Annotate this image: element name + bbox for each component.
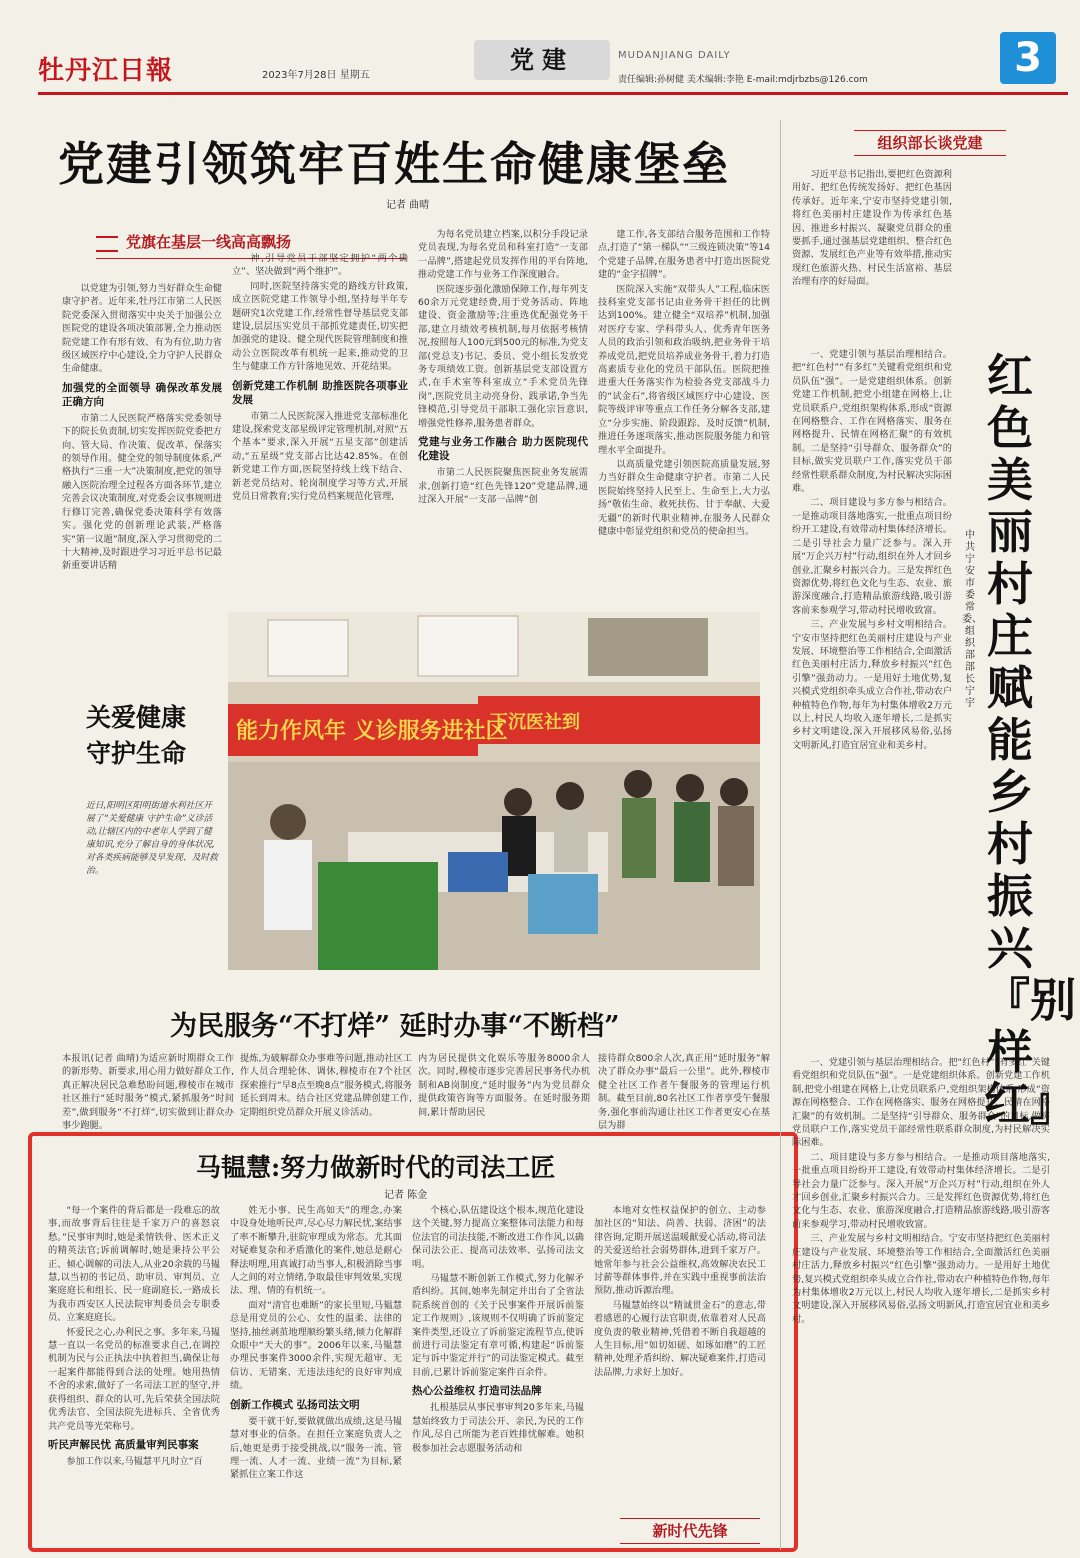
masthead-divider	[38, 92, 1068, 95]
section-tab-party-building[interactable]: 党建	[474, 40, 610, 80]
article-paragraph: “每一个案件的背后都是一段难忘的故事,而故事背后往往是千家万户的喜怒哀愁。”民事审判时,她是柔情铁骨、医术正义的精英法官;诉前调解时,她是秉持公平公正、倾心调解的司法人,从业20余载的马韫慧,以当初的书记员、助审员、审判员、立案庭庭长和组长、民一庭副庭长,一路成长为我市西安区人民法院审判委员会专职委员、立案庭庭长。	[48, 1205, 220, 1324]
article-subheading: 热心公益维权 打造司法品牌	[412, 1385, 542, 1398]
paper-english-name: MUDANJIANG DAILY	[618, 50, 731, 61]
profile-col-4	[594, 1204, 766, 1504]
new-era-vanguard-tag: 新时代先锋	[620, 1518, 760, 1544]
profile-col-1	[48, 1204, 220, 1538]
article-subheading: 听民声解民忧 高质量审判民事案	[48, 1438, 199, 1451]
article-paragraph: 姓无小事、民生高如天”的理念,办案中设身处地听民声,尽心尽力解民忧,案结事了率不断攀升,驻院审理成为常态。尤其面对疑难复杂和矛盾激化的案件,她总是耐心释法明理,用真诚打动当事人,积极消除当事人之间的对立情绪,争取最佳审判效果,实现法、理、情的有机统一。	[230, 1205, 402, 1297]
article-subheading: 加强党的全面领导 确保改革发展正确方向	[62, 381, 222, 408]
lead-col-2	[232, 252, 408, 582]
lead-section-head	[96, 230, 406, 254]
sidebar-banner: 组织部长谈党建	[854, 130, 1006, 156]
service-col-4: 接待群众800余人次,真正用“延时服务”解决了群众办事“最后一公里”。此外,穆棱市健全社区工作者午餐服务的管理运行机制。截至目前,80名社区工作者享受午餐服务,强化事前沟通让社区工作者更安心在基层为群	[598, 1053, 770, 1132]
photo-caption: 近日,阳明区阳明街道水利社区开展了“关爱健康 守护生命”义诊活动,让辖区内的中老年人学到了健康知识,充分了解自身的身体状况,对各类疾病能够及早发现、及时救治。	[86, 801, 218, 876]
lead-col-3	[418, 228, 588, 588]
banner-text-right: 下沉医社到	[490, 712, 580, 733]
profile-col-3	[412, 1204, 584, 1538]
article-paragraph: 个核心,队伍建设这个根本,规范化建设这个关键,努力提高立案整体司法能力和每位法官的司法技能,不断改进工作作风,以确保司法公正、提高司法效率、弘扬司法文明。	[412, 1205, 584, 1270]
photo-feature-title	[86, 700, 186, 772]
banner-text-left: 能力作风年 义诊服务进社区	[236, 719, 508, 744]
profile-col-2	[230, 1204, 402, 1538]
article-paragraph: 以党建为引领,努力当好群众生命健康守护者。近年来,牡丹江市第二人民医院党委深入贯彻落实中央关于加强公立医院党的建设各项决策部署,全力推动医院党建工作有形有效、有为有位,助力省级区域医疗中心建设,全力守护人民群众生命健康。	[62, 283, 222, 375]
article-paragraph: 面对“清官也难断”的家长里短,马韫慧总是用党员的公心、女性的温柔、法律的坚持,抽丝剥茧地理顺纷繁头绪,倾力化解群众眼中“天大的事”。2006年以来,马韫慧办理民事案件3000余件,实现无超审、无信访、无错案、无违法违纪的良好审判成绩。	[230, 1299, 402, 1392]
article-paragraph: 二、项目建设与多方参与相结合。一是推动项目落地落实,一批重点项目纷纷开工建设,有效带动村集体经济增长。二是引导社会力量广泛参与。深入开展“万企兴万村”行动,组织在外人才回乡创业,汇聚乡村振兴合力。三是发挥红色资源优势,将红色文化与生态、农业、旅游深度融合,打造精品旅游线路,吸引游客前来参观学习,带动村民增收致富。	[792, 497, 952, 616]
photo-title-line-2: 守护生命	[86, 739, 187, 768]
article-paragraph: 三、产业发展与乡村文明相结合。宁安市坚持把红色美丽村庄建设与产业发展、环境整治等工作相结合,全面激活红色美丽村庄活力,释放乡村振兴“红色引擎”强劲动力。一是用好土地优势,复兴模式党组织牵头成立合作社,带动农户种植特色作物,每年为村集体增收2万元以上,村民人均收入逐年增长,二是抓实乡村文明建设,深入开展移风易俗,弘扬文明新风,打造宜居宜业和美乡村。	[792, 1233, 1050, 1325]
editors-line: 责任编辑:孙树健 美术编辑:李艳 E-mail:mdjrbzbs@126.com	[618, 75, 868, 85]
article-paragraph: 一、党建引领与基层治理相结合。把“红色村”“有多红”关键看党组织和党员队伍“强”。一是党建组织体系。创新党建工作机制,把党小组建在网格上,让党员联系户,党组织架构体系,形成“资源在网格整合、工作在网格落实、服务在网格提升、民情在网格汇聚”的有效机制。二是坚持“引导群众、服务群众”的目标,做实党员联户工作,落实党员干部经常性联系群众制度,为村民解决实际困难。	[792, 349, 952, 495]
article-paragraph: 医院深入实施“双带头人”工程,临床医技科室党支部书记由业务骨干担任的比例达到100%。建立健全“双培养”机制,加强对医疗专家、学科带头人、优秀青年医务人员的政治引领和政治吸纳,把业务骨干培养成党员,把党员培养成业务骨干,着力打造高素质专业化的党员干部队伍。医院把推进重大任务落实作为检验各党支部战斗力的“试金石”,将省级区域医疗中心建设、医院等级评审等重点工作任务分解各支部,建立“分步实施、阶段跟踪、及时反馈”机制,推进任务逐项落实,推动医院服务能力和管理水平全面提升。	[598, 283, 770, 456]
clinic-event-photo[interactable]	[228, 612, 760, 970]
service-col-2: 提炼,为破解群众办事难等问题,推动社区工作人员合理轮休、调休,穆棱市在7个社区探索推行“早8点至晚8点”服务模式,将服务延长到周末。结合社区党建品牌创建工作,定期组织党员群众开展义诊活动。	[240, 1053, 412, 1118]
photo-illustration	[228, 612, 760, 970]
photo-title-line-1: 关爱健康	[86, 703, 187, 732]
column-divider	[780, 120, 781, 1550]
article-paragraph: 医院逐步强化激励保障工作,每年列支60余万元党建经费,用于党务活动、阵地建设、资金激励等;注重选优配强党务干部,建立月绩效考核机制,每月依据考核情况,按照每人100元到500元的标准,为党支部(党总支)书记、委员、党小组长发放党务专项绩效工资。创新基层党支部设置方式,在手术室等科室成立“手术党员先锋岗”,医院党员主动亮身份、践承诺,争当先锋模范,引导党员干部职工强化宗旨意识,增强党性修养,服务患者群众。	[418, 283, 588, 429]
article-subheading: 创新党建工作机制 助推医院各项事业发展	[232, 379, 408, 406]
article-paragraph: 同时,医院坚持落实党的路线方针政策,成立医院党建工作领导小组,坚持每半年专题研究1次党建工作,经常性督导基层党支部建设,层层压实党员干部抓党建责任,切实把加强党的建设、健全现代医院管理制度和推动公立医院改革有机统一起来,推动党的卫生与健康工作方针落地见效、开花结果。	[232, 280, 408, 373]
article-paragraph: 参加工作以来,马韫慧平凡时立“百	[66, 1455, 203, 1467]
lead-article-title[interactable]: 党建引领筑牢百姓生命健康堡垒	[58, 137, 730, 191]
article-paragraph: 为每名党员建立档案,以积分手段记录党员表现,为每名党员和科室打造“一支部一品牌”,搭建起党员发挥作用的平台阵地,推动党建工作与业务工作深度融合。	[418, 229, 588, 281]
article-paragraph: 要干就干好,要做就做出成绩,这是马韫慧对事业的信条。在担任立案庭负责人之后,她更是勇于接受挑战,以“服务一流、管理一流、人才一流、业绩一流”为目标,紧紧抓住立案工作这	[230, 1415, 402, 1481]
sidebar-article-author: 中共宁安市委常委、组织部部长 宁宇	[962, 530, 982, 709]
lead-article-byline: 记者 曲晴	[386, 200, 430, 211]
article-paragraph: 建工作,各支部结合服务范围和工作特点,打造了“第一梯队”“三级连锁决策”等14个党建子品牌,在服务患者中打造出医院党建的“金字招牌”。	[598, 229, 770, 281]
lead-col-1	[62, 282, 222, 582]
article-paragraph: 本地对女性权益保护的创立、主动参加社区的“知法、尚善、扶弱、济困”的法律咨询,定期开展送温暖献爱心活动,将司法的关爱送给社会弱势群体,进到千家万户。她常年参与社会公益维权,高效解决农民工讨薪等群体事件,并在实践中重视事前法治预防,推动诉源治理。	[594, 1205, 766, 1297]
article-paragraph: 以高质量党建引领医院高质量发展,努力当好群众生命健康守护者。市第二人民医院始终坚持人民至上、生命至上,大力弘扬“敬佑生命、救死扶伤、甘于奉献、大爱无疆”的新时代职业精神,在服务人民群众健康中彰显党组织和党员的使命担当。	[598, 458, 770, 537]
article-subheading: 创新工作模式 弘扬司法文明	[230, 1398, 360, 1411]
article-subheading: 党建与业务工作融合 助力医院现代化建设	[418, 436, 588, 463]
issue-date: 2023年7月28日 星期五	[262, 70, 370, 81]
service-col-1: 本报讯(记者 曲晴)为适应新时期群众工作的新形势、新要求,用心用力做好群众工作,真正解决居民急难愁盼问题,穆棱市在城市社区推行“延时服务”模式,紧抓服务“时间差”,做到服务“不打烊”,切实做到让群众办事少跑腿。	[62, 1053, 234, 1132]
profile-article-title[interactable]: 马韫慧:努力做新时代的司法工匠	[196, 1153, 556, 1182]
article-paragraph: 马韫慧始终以“精诚贯金石”的意志,带着感恩的心履行法官职责,依靠着对人民高度负责的敬业精神,凭借着不断自我超越的人生目标,用“如切如磋、如琢如磨”的工匠精神,处理矛盾纠纷、解决疑难案件,打造司法品牌,力求好上加好。	[594, 1299, 766, 1378]
sidebar-col-top	[792, 168, 952, 338]
article-paragraph: 马韫慧不断创新工作模式,努力化解矛盾纠纷。其间,她率先制定并出台了全省法院系统首创的《关于民事案件开展诉前鉴定工作规则》,该规则不仅明确了诉前鉴定案件类型,还设立了诉前鉴定流程节点,使诉前进行司法鉴定有章可循,构建起“诉前鉴定与诉中鉴定并行”的司法鉴定模式。截至目前,已累计诉前鉴定案件百余件。	[412, 1273, 584, 1378]
article-paragraph: 一、党建引领与基层治理相结合。把“红色村”“有多红”关键看党组织和党员队伍“强”。一是党建组织体系。创新党建工作机制,把党小组建在网格上,让党员联系户,党组织架构体系,形成“资源在网格整合、工作在网格落实、服务在网格提升、民情在网格汇聚”的有效机制。二是坚持“引导群众、服务群众”的目标,做实党员联户工作,落实党员干部经常性联系群众制度,为村民解决实际困难。	[792, 1057, 1050, 1149]
page-number-badge: 3	[1000, 32, 1056, 84]
article-paragraph: 三、产业发展与乡村文明相结合。宁安市坚持把红色美丽村庄建设与产业发展、环境整治等工作相结合,全面激活红色美丽村庄活力,释放乡村振兴“红色引擎”强劲动力。一是用好土地优势,复兴模式党组织牵头成立合作社,带动农户种植特色作物,每年为村集体增收2万元以上,村民人均收入逐年增长,二是抓实乡村文明建设,深入开展移风易俗,弘扬文明新风,打造宜居宜业和美乡村。	[792, 619, 952, 751]
article-paragraph: 市第二人民医院深入推进党支部标准化建设,探索党支部星级评定管理机制,对照“五个基本”要求,深入开展“五星支部”创建活动,“五星级”党支部占比达42.85%。在创新党建工作方面,医院坚持线上线下结合、新老党员结对、轮岗制度学习等方式,开展党员日常教育;实行党员档案规范化管理,	[232, 410, 408, 503]
article-paragraph: 市第二人民医院严格落实党委领导下的院长负责制,切实发挥医院党委把方向、管大局、作决策、促改革、保落实的领导作用。健全党的领导制度体系,严格执行“三重一大”决策制度,把党的领导融入医院治理全过程各方面各环节,建立完善会议决策制度,对党委会议事规则进行修订完善,确保党委决策科学有效落实。强化党的创新理论武装,严格落实“第一议题”制度,深入学习贯彻党的二十大精神,及时跟进学习习近平总书记最新重要讲话精	[62, 412, 222, 572]
lead-section-head-text: 党旗在基层一线高高飘扬	[126, 233, 292, 251]
masthead	[0, 0, 1080, 96]
profile-article-byline: 记者 陈金	[384, 1190, 428, 1201]
sidebar-col-main	[792, 348, 952, 1048]
article-paragraph: 神,引导党员干部坚定拥护“两个确立”、坚决做到“两个维护”。	[232, 253, 408, 278]
lead-col-4	[598, 228, 770, 588]
article-paragraph: 怀爱民之心,办利民之事。多年来,马韫慧一直以一名党员的标准要求自己,在调控机制为民与公正执法中执着担当,确保让每一起案件都能得到合法的处理。她用热情不舍的求索,做好了一名司法工匠的坚守,并获得组织、群众的认可,先后荣获全国法院优秀法官、全国法院先进标兵、全省优秀共产党员等光荣称号。	[48, 1326, 220, 1432]
service-article-title[interactable]: 为民服务“不打烊” 延时办事“不断档”	[170, 1011, 620, 1042]
article-paragraph: 二、项目建设与多方参与相结合。一是推动项目落地落实,一批重点项目纷纷开工建设,有效带动村集体经济增长。二是引导社会力量广泛参与。深入开展“万企兴万村”行动,组织在外人才回乡创业,汇聚乡村振兴合力。三是发挥红色资源优势,将红色文化与生态、农业、旅游深度融合,打造精品旅游线路,吸引游客前来参观学习,带动村民增收致富。	[792, 1151, 1050, 1230]
article-paragraph: 扎根基层从事民事审判20多年来,马韫慧始终致力于司法公开、亲民,为民的工作作风,尽自己所能为老百姓排忧解难。她积极参加社会志愿服务活动和	[412, 1402, 584, 1454]
sidebar-article-title[interactable]: 红色美丽村庄赋能乡村振兴『别样红』	[984, 349, 1076, 1131]
service-col-3: 内为居民提供文化娱乐等服务8000余人次。同时,穆棱市逐步完善居民事务代办机制和AB岗制度,“延时服务”内为党员群众提供政策咨询等方面服务。在延时服务期间,累计帮助居民	[418, 1053, 590, 1118]
article-paragraph: 习近平总书记指出,要把红色资源利用好、把红色传统发扬好、把红色基因传承好。近年来,宁安市坚持党建引领,将红色美丽村庄建设作为传承红色基因、推进乡村振兴、凝聚党员群众的重要抓手,通过强基层党建组织、整合红色资源、发展红色产业等有效举措,推动实现红色旅游火热、村民生活富裕、基层治理有序的好局面。	[792, 169, 952, 288]
newspaper-logo[interactable]: 牡丹江日報	[38, 56, 174, 86]
article-paragraph: 市第二人民医院聚焦医院业务发展需求,创新打造“红色先锋120”党建品牌,通过深入开展“一支部一品牌”创	[418, 467, 588, 505]
